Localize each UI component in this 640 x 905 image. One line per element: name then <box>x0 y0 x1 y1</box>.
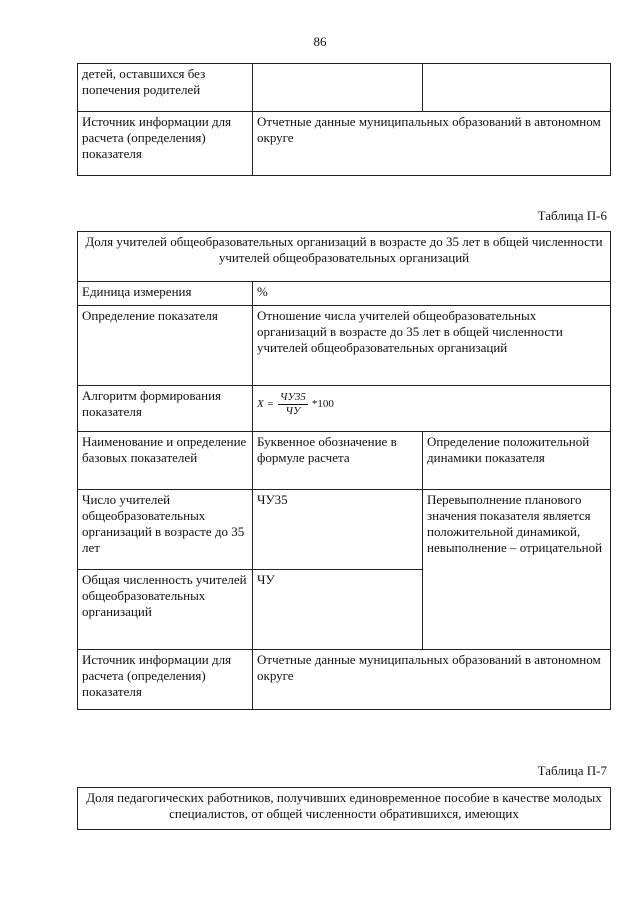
definition-label: Определение показателя <box>78 306 253 386</box>
algorithm-formula <box>253 386 611 432</box>
table-row <box>78 232 611 282</box>
table-row <box>78 282 611 306</box>
table-row <box>78 432 611 490</box>
formula-lhs: X = <box>257 398 274 410</box>
empty-cell <box>423 64 611 112</box>
table-p7 <box>77 787 611 830</box>
table-caption: Таблица П-7 <box>537 763 607 778</box>
row-a-label: Число учителей общеобразовательных организаций в возрасте до 35 лет <box>78 490 253 570</box>
base-header-dynamics: Определение положительной динамики показателя <box>423 432 611 490</box>
dynamics-text: Перевыполнение планового значения показателя является положительной динамикой, невыполнение – отрицательной <box>423 490 611 650</box>
table-caption: Таблица П-6 <box>537 208 607 223</box>
table-row <box>78 64 611 112</box>
page-number: 86 <box>313 34 327 49</box>
table-p6 <box>77 231 611 710</box>
table-title: Доля учителей общеобразовательных организаций в возрасте до 35 лет в общей численности учителей общеобразовательных организаций <box>78 232 611 282</box>
definition-value: Отношение числа учителей общеобразовательных организаций в возрасте до 35 лет в общей численности учителей общеобразовательных организаций <box>253 306 611 386</box>
table-row <box>78 112 611 176</box>
unit-label: Единица измерения <box>78 282 253 306</box>
source-label: Источник информации для расчета (определения) показателя <box>78 112 253 176</box>
formula-tail: *100 <box>311 398 334 410</box>
formula <box>257 388 606 420</box>
row-label: детей, оставшихся без попечения родителей <box>78 64 253 112</box>
unit-value: % <box>253 282 611 306</box>
formula-numerator: ЧУ35 <box>279 390 306 403</box>
table-row <box>78 490 611 570</box>
row-b-label: Общая численность учителей общеобразовательных организаций <box>78 570 253 650</box>
empty-cell <box>253 64 423 112</box>
base-header-label: Наименование и определение базовых показателей <box>78 432 253 490</box>
table-row <box>78 306 611 386</box>
table-row <box>78 386 611 432</box>
algorithm-label: Алгоритм формирования показателя <box>78 386 253 432</box>
table-row <box>78 788 611 830</box>
source-label: Источник информации для расчета (определения) показателя <box>78 650 253 710</box>
table-p5-continuation <box>77 63 611 176</box>
source-value: Отчетные данные муниципальных образований в автономном округе <box>253 112 611 176</box>
table-title: Доля педагогических работников, получивших единовременное пособие в качестве молодых специалистов, от общей численности обратившихся, имеющих <box>78 788 611 830</box>
formula-denominator: ЧУ <box>285 404 301 417</box>
base-header-symbol: Буквенное обозначение в формуле расчета <box>253 432 423 490</box>
table-row <box>78 650 611 710</box>
formula-fraction <box>278 391 308 418</box>
source-value: Отчетные данные муниципальных образований в автономном округе <box>253 650 611 710</box>
row-b-symbol: ЧУ <box>253 570 423 650</box>
row-a-symbol: ЧУ35 <box>253 490 423 570</box>
